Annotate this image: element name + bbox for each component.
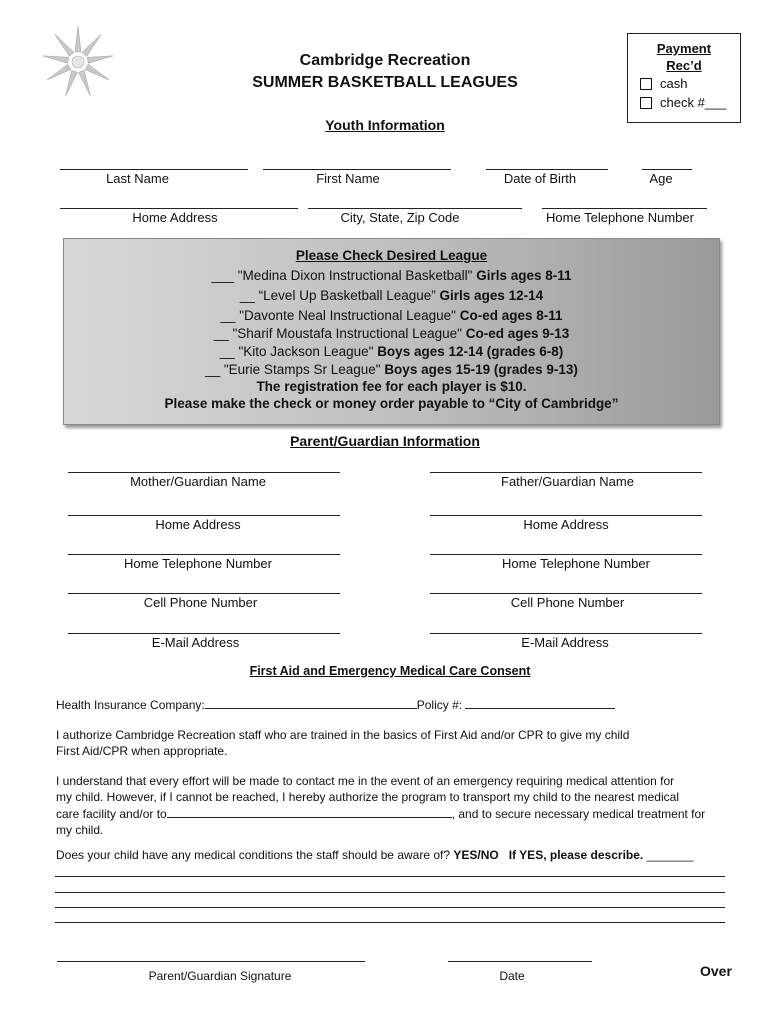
league-detail: Co-ed ages 8-11 <box>459 308 563 323</box>
insurance-row <box>56 696 716 713</box>
payment-received-box <box>627 33 741 123</box>
league-option-4[interactable] <box>64 325 719 343</box>
home-telephone-label: Home Telephone Number <box>546 210 694 225</box>
league-option-6[interactable] <box>64 361 719 379</box>
policy-number-field[interactable] <box>465 696 615 709</box>
home-address-field[interactable] <box>60 208 298 209</box>
league-name: "Sharif Moustafa Instructional League" <box>232 326 462 341</box>
form-subtitle: SUMMER BASKETBALL LEAGUES <box>252 74 518 91</box>
signature-field[interactable] <box>57 961 365 962</box>
league-check-blank[interactable]: __ <box>213 326 229 341</box>
dob-field[interactable] <box>486 169 608 170</box>
checkbox[interactable] <box>640 97 652 109</box>
league-name: "Eurie Stamps Sr League" <box>223 362 381 377</box>
league-detail: Boys ages 15-19 (grades 9-13) <box>384 362 578 377</box>
cash-label: cash <box>660 76 688 91</box>
mother-address-field[interactable] <box>68 515 340 516</box>
home-address-label: Home Address <box>132 210 218 225</box>
insurance-label: Health Insurance Company: <box>56 698 205 712</box>
father-address-field[interactable] <box>430 515 702 516</box>
last-name-label: Last Name <box>106 171 169 186</box>
father-telephone-label: Home Telephone Number <box>502 556 650 571</box>
father-cell-field[interactable] <box>430 593 702 594</box>
first-name-field[interactable] <box>263 169 451 170</box>
father-name-label: Father/Guardian Name <box>501 474 634 489</box>
league-check-blank[interactable]: __ <box>219 344 235 359</box>
guardian-info-heading: Parent/Guardian Information <box>290 433 480 449</box>
league-selection-box <box>63 238 720 425</box>
league-check-blank[interactable]: __ <box>205 362 221 377</box>
father-name-field[interactable] <box>430 472 702 473</box>
insurance-company-field[interactable] <box>205 696 417 709</box>
if-yes-blank[interactable]: _______ <box>646 848 694 862</box>
payment-heading-line2: Rec’d <box>666 58 702 73</box>
medical-question: Does your child have any medical conditions the staff should be aware of? <box>56 848 451 862</box>
league-option-3[interactable] <box>64 307 719 325</box>
age-label: Age <box>649 171 673 186</box>
logo-icon <box>38 22 118 102</box>
if-yes-label: If YES, please describe. <box>508 848 644 862</box>
mother-address-label: Home Address <box>155 517 241 532</box>
medical-description-line[interactable] <box>55 922 725 923</box>
understand-line-2: my child. However, if I cannot be reached, I hereby authorize the program to transport my child to the nearest medical <box>56 790 679 804</box>
date-label: Date <box>499 969 525 983</box>
league-name: "Kito Jackson League" <box>238 344 374 359</box>
mother-telephone-label: Home Telephone Number <box>124 556 272 571</box>
mother-telephone-field[interactable] <box>68 554 340 555</box>
understand-line-1: I understand that every effort will be made to contact me in the event of an emergency requiring medical attention for <box>56 774 675 788</box>
medical-description-line[interactable] <box>55 907 725 908</box>
mother-email-label: E-Mail Address <box>151 635 240 650</box>
league-name: "Medina Dixon Instructional Basketball" <box>237 268 473 283</box>
understand-line-3a: care facility and/or to <box>56 807 167 821</box>
league-check-blank[interactable]: ___ <box>211 268 234 283</box>
understand-paragraph <box>56 773 746 838</box>
medical-description-line[interactable] <box>55 892 725 893</box>
league-detail: Boys ages 12-14 (grades 6-8) <box>377 344 564 359</box>
over-label: Over <box>700 963 732 979</box>
medical-description-line[interactable] <box>55 876 725 877</box>
payment-option-check[interactable] <box>628 93 740 112</box>
mother-name-field[interactable] <box>68 472 340 473</box>
league-option-1[interactable] <box>64 267 719 285</box>
last-name-field[interactable] <box>60 169 248 170</box>
league-check-blank[interactable]: __ <box>220 308 236 323</box>
dob-label: Date of Birth <box>503 171 577 186</box>
league-name: “Level Up Basketball League” <box>258 288 436 303</box>
yes-no-option[interactable]: YES/NO <box>453 848 499 862</box>
league-option-2[interactable] <box>64 287 719 305</box>
league-name: "Davonte Neal Instructional League" <box>239 308 456 323</box>
signature-label: Parent/Guardian Signature <box>148 969 292 983</box>
understand-line-4: my child. <box>56 823 104 837</box>
city-state-zip-label: City, State, Zip Code <box>340 210 460 225</box>
age-field[interactable] <box>642 169 692 170</box>
form-title: Cambridge Recreation <box>299 52 471 69</box>
home-telephone-field[interactable] <box>542 208 707 209</box>
first-name-label: First Name <box>316 171 380 186</box>
league-detail: Co-ed ages 9-13 <box>465 326 570 341</box>
consent-heading: First Aid and Emergency Medical Care Consent <box>249 664 531 678</box>
payment-option-cash[interactable] <box>628 74 740 93</box>
league-check-blank[interactable]: __ <box>239 288 255 303</box>
check-label: check #___ <box>660 95 727 110</box>
father-telephone-field[interactable] <box>430 554 702 555</box>
father-address-label: Home Address <box>523 517 609 532</box>
father-email-field[interactable] <box>430 633 702 634</box>
checkbox[interactable] <box>640 78 652 90</box>
father-email-label: E-Mail Address <box>521 635 609 650</box>
youth-info-heading: Youth Information <box>325 117 445 133</box>
medical-question-row <box>56 847 746 863</box>
authorize-line-2: First Aid/CPR when appropriate. <box>56 744 228 758</box>
payment-heading <box>628 40 740 74</box>
father-cell-label: Cell Phone Number <box>510 595 625 610</box>
payable-note: Please make the check or money order payable to “City of Cambridge” <box>164 396 619 411</box>
understand-line-3 <box>56 805 746 822</box>
city-state-zip-field[interactable] <box>308 208 522 209</box>
league-detail: Girls ages 8-11 <box>476 268 572 283</box>
league-detail: Girls ages 12-14 <box>439 288 544 303</box>
league-heading: Please Check Desired League <box>295 248 488 263</box>
authorize-line-1: I authorize Cambridge Recreation staff who are trained in the basics of First Aid and/or CPR to give my child <box>56 728 630 742</box>
policy-label: Policy #: <box>416 698 463 712</box>
mother-cell-label: Cell Phone Number <box>143 595 258 610</box>
understand-line-3b: , and to secure necessary medical treatment for <box>451 807 706 821</box>
payment-heading-line1: Payment <box>656 41 712 56</box>
mother-name-label: Mother/Guardian Name <box>130 474 266 489</box>
medical-facility-field[interactable] <box>167 805 452 818</box>
date-field[interactable] <box>448 961 592 962</box>
authorize-paragraph <box>56 727 746 759</box>
mother-cell-field[interactable] <box>68 593 340 594</box>
registration-fee-note: The registration fee for each player is $10. <box>256 379 527 394</box>
mother-email-field[interactable] <box>68 633 340 634</box>
league-option-5[interactable] <box>64 343 719 361</box>
